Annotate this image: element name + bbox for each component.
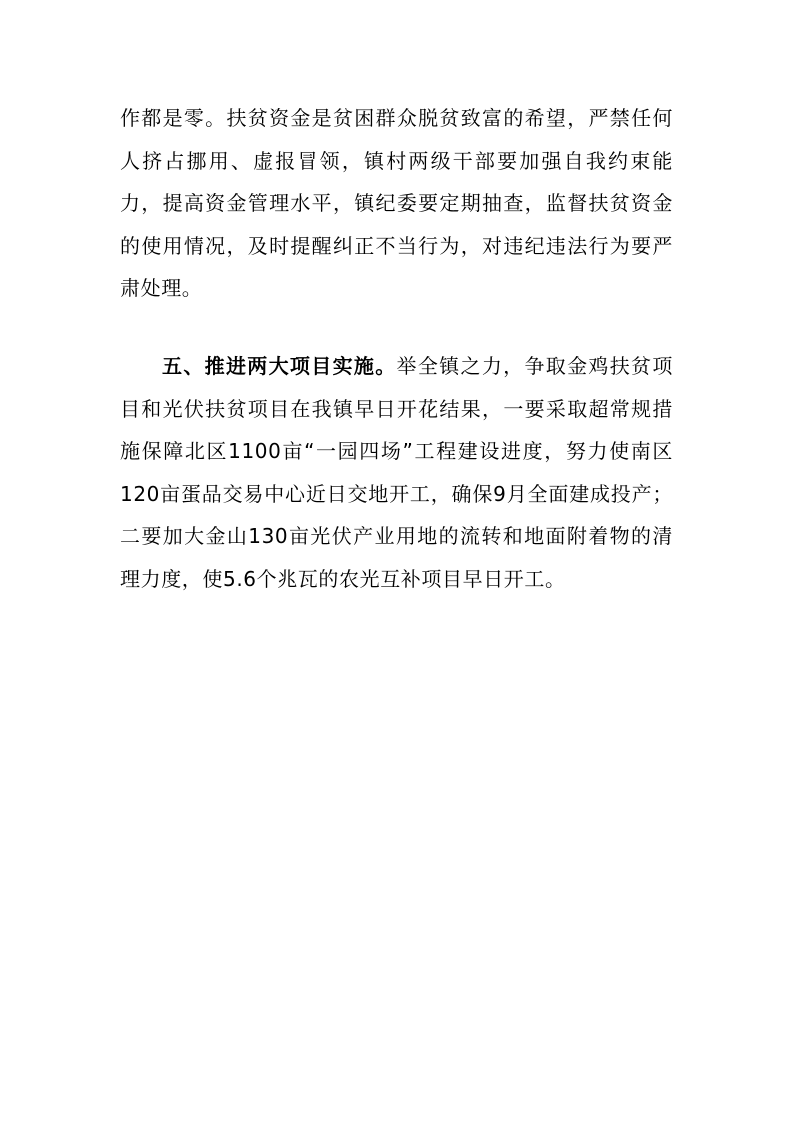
paragraph-continued: [120, 97, 673, 310]
paragraph-text: 作都是零。扶贫资金是贫困群众脱贫致富的希望，严禁任何人挤占挪用、虚报冒领，镇村两级干部要加强自我约束能力，提高资金管理水平，镇纪委要定期抽查，监督扶贫资金的使用情况，及时提醒纠正不当行为，对违纪违法行为要严肃处理。: [120, 106, 673, 300]
section-heading: 五、推进两大项目实施。: [162, 354, 397, 378]
paragraph-text: 举全镇之力，争取金鸡扶贫项目和光伏扶贫项目在我镇早日开花结果，一要采取超常规措施保障北区1100亩“一园四场”工程建设进度，努力使南区120亩蛋品交易中心近日交地开工，确保9月全面建成投产；二要加大金山130亩光伏产业用地的流转和地面附着物的清理力度，使5.6个兆瓦的农光互补项目早日开工。: [120, 354, 673, 591]
paragraph-section-five: [120, 345, 673, 600]
